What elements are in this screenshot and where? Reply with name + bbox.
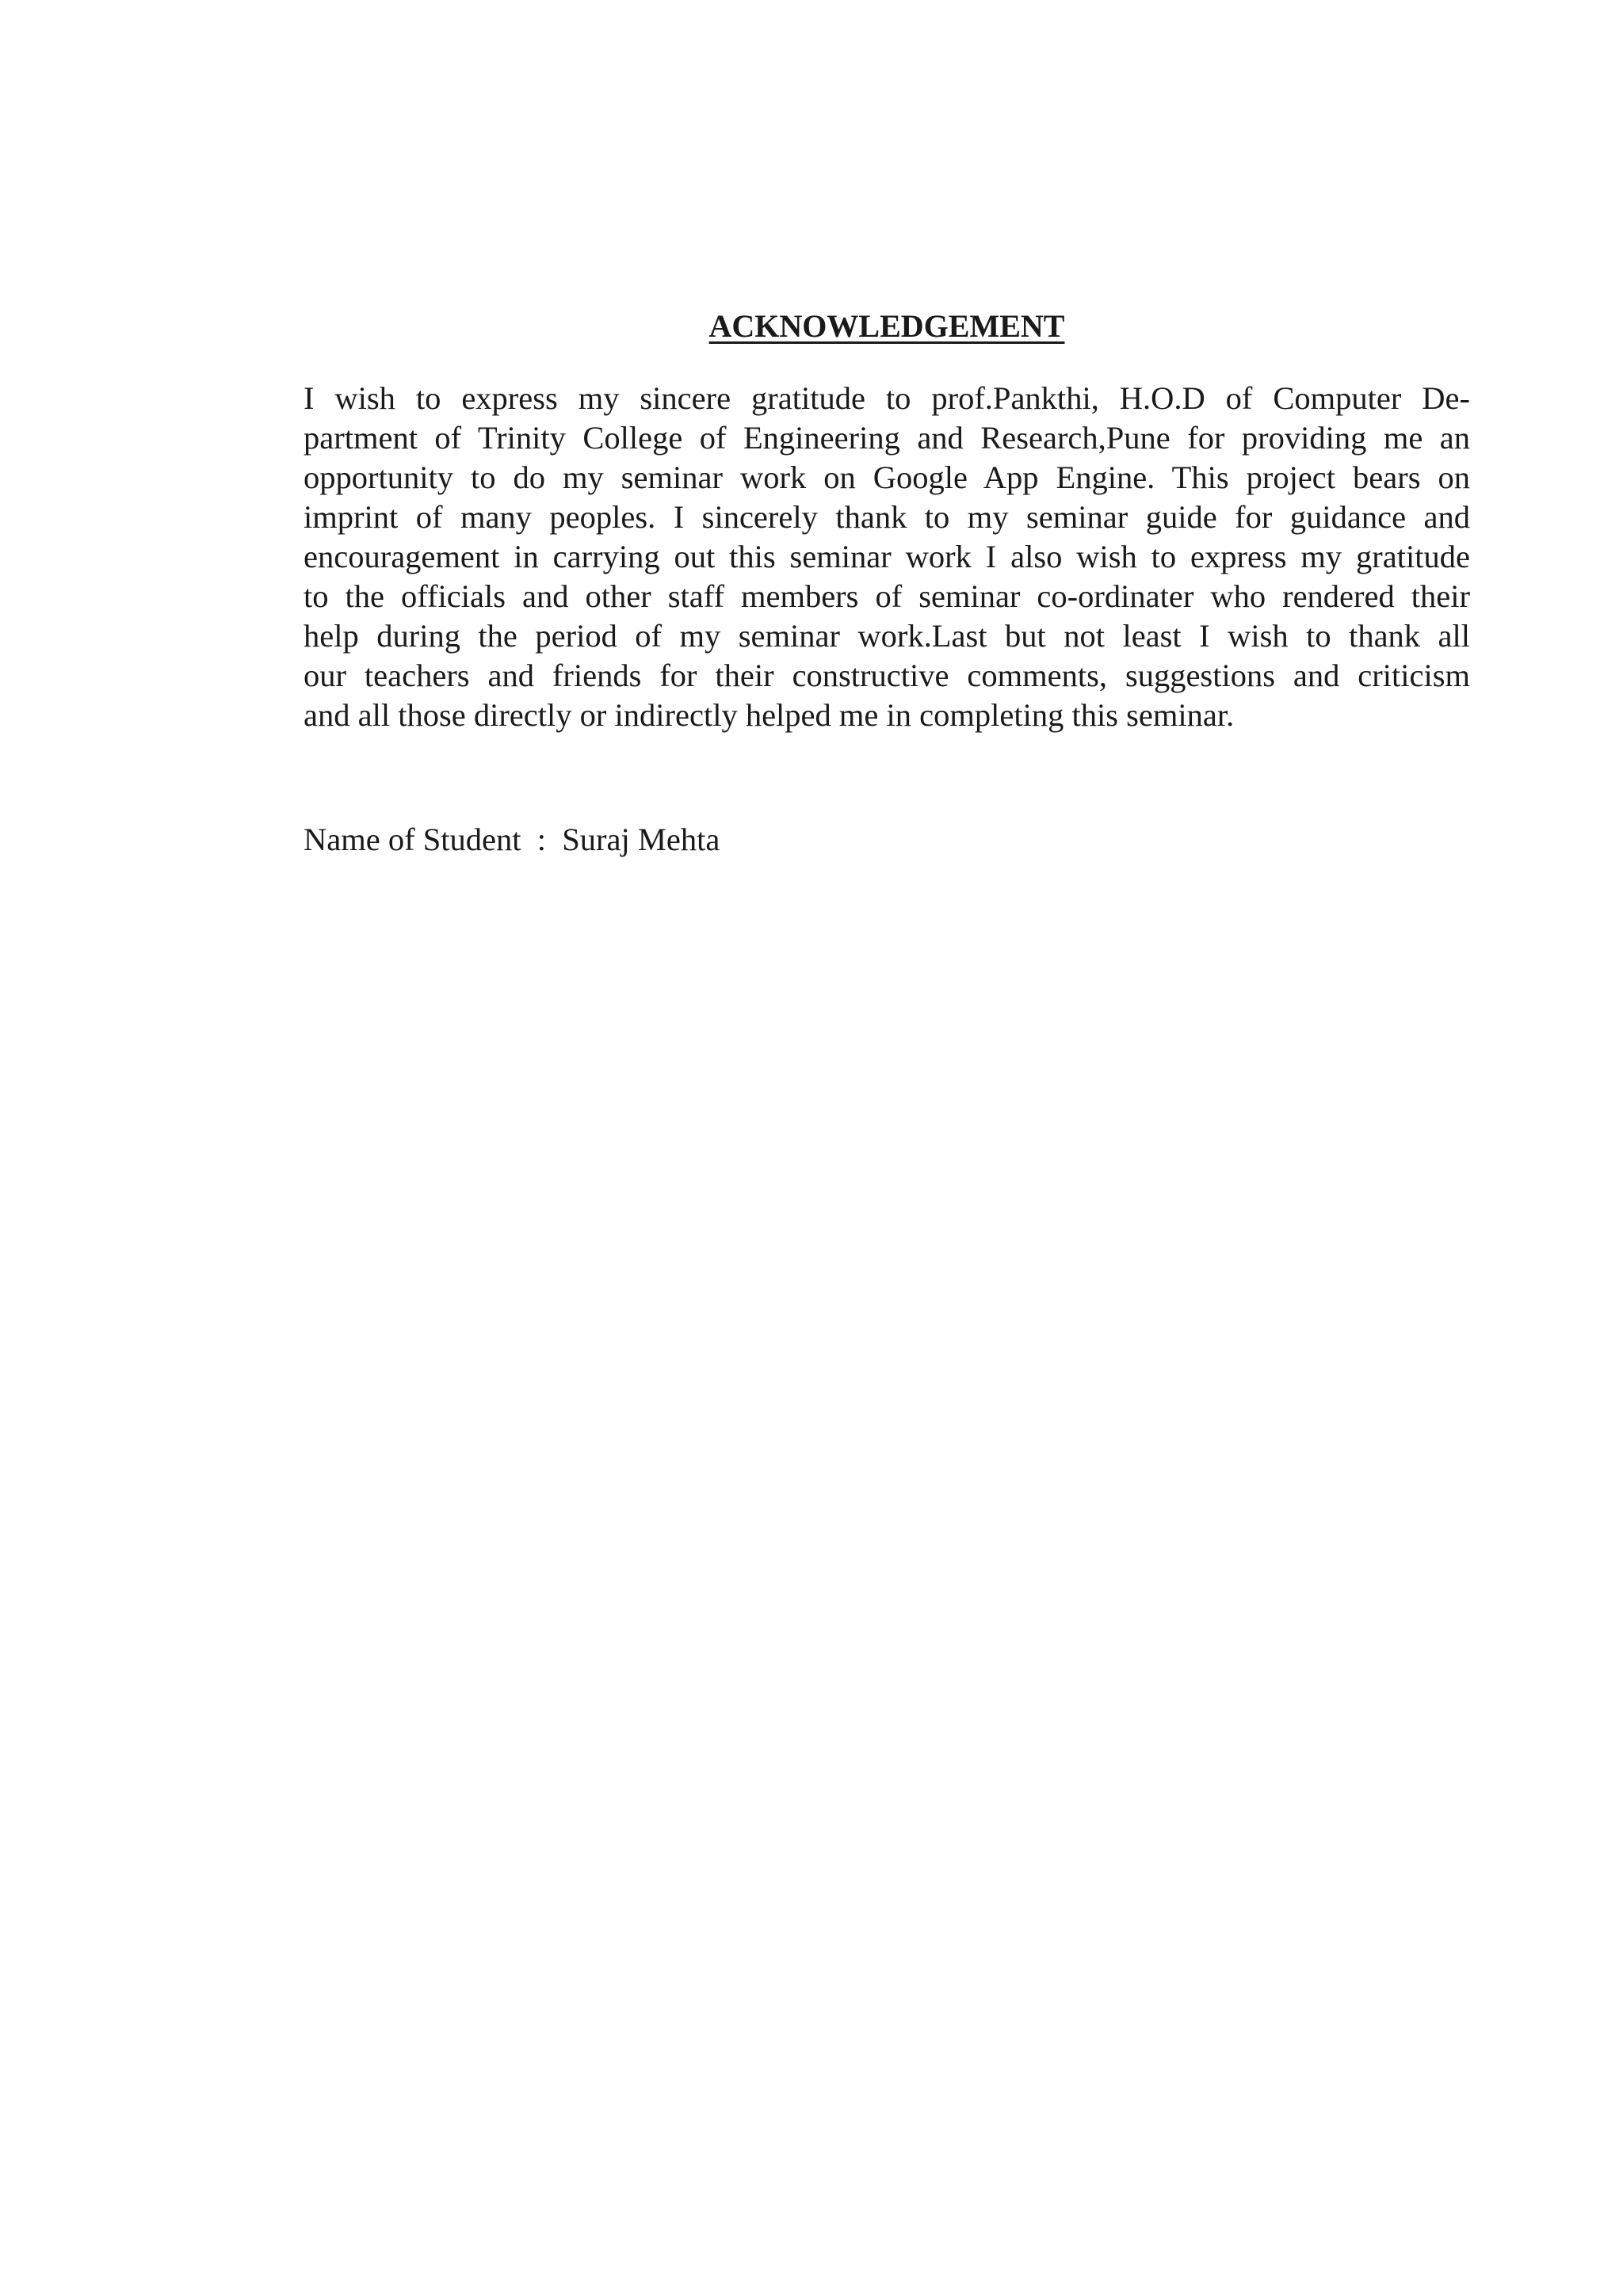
student-name: Suraj Mehta	[562, 822, 720, 857]
student-label: Name of Student	[304, 822, 521, 857]
page-title: ACKNOWLEDGEMENT	[708, 308, 1065, 344]
paragraph-line: our teachers and friends for their constructive comments, suggestions and criticism	[304, 658, 1470, 693]
paragraph-line: help during the period of my seminar work.Last but not least I wish to thank all	[304, 618, 1470, 654]
paragraph-line: to the officials and other staff members of seminar co-ordinater who rendered their	[304, 578, 1470, 614]
student-separator: :	[537, 822, 546, 857]
paragraph-line: partment of Trinity College of Engineering and Research,Pune for providing me an	[304, 420, 1470, 456]
student-name-line	[304, 820, 720, 860]
paragraph-line: encouragement in carrying out this seminar work I also wish to express my gratitude	[304, 539, 1470, 574]
paragraph-line: and all those directly or indirectly helped me in completing this seminar.	[304, 697, 1235, 733]
acknowledgement-paragraph	[304, 379, 1470, 735]
paragraph-line: I wish to express my sincere gratitude to prof.Pankthi, H.O.D of Computer De-	[304, 380, 1470, 416]
paragraph-line: imprint of many peoples. I sincerely thank to my seminar guide for guidance and	[304, 499, 1470, 535]
paragraph-line: opportunity to do my seminar work on Google App Engine. This project bears on	[304, 460, 1470, 495]
